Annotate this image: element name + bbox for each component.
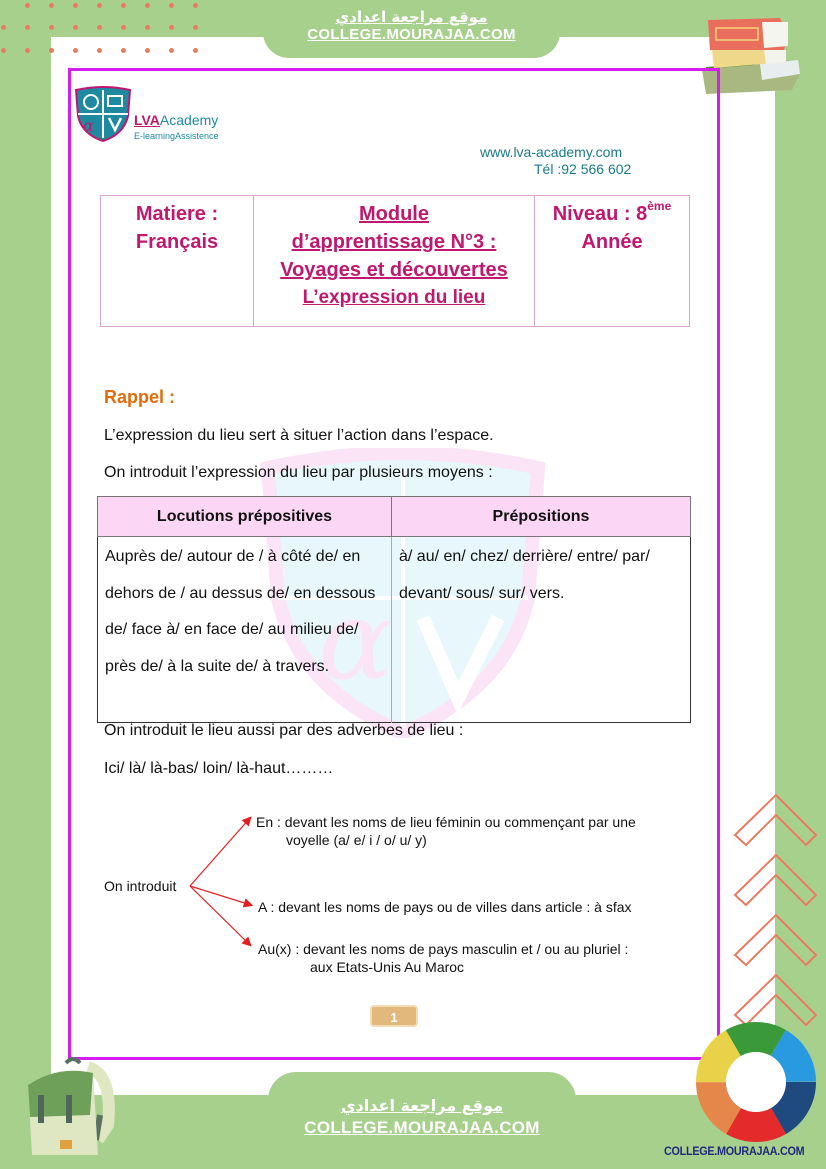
banner-arabic-text: موقع مراجعة اعدادي — [335, 8, 488, 26]
banner-arabic-text: موقع مراجعة اعدادي — [340, 1096, 504, 1115]
diagram-branch-a: A : devant les noms de pays ou de villes dans article : à sfax — [258, 899, 632, 915]
subjects-ring-logo-icon — [694, 1022, 820, 1142]
diagram-branch-en: En : devant les noms de lieu féminin ou commençant par une voyelle (a/ e/ i / o/ u/ y) — [256, 814, 636, 848]
corner-site-label: COLLEGE.MOURAJAA.COM — [664, 1144, 805, 1158]
module-title-line: Voyages et découvertes — [280, 259, 508, 281]
bottom-site-banner[interactable] — [268, 1072, 576, 1169]
column-header: Prépositions — [392, 497, 691, 537]
brand-name: LVAAcademy — [134, 112, 219, 128]
module-title-line: Module — [359, 203, 429, 225]
svg-text:α: α — [318, 576, 393, 704]
page-number: 1 — [370, 1005, 418, 1027]
level-label: Niveau : 8ème — [552, 199, 672, 225]
column-header: Locutions prépositives — [98, 497, 392, 537]
chevron-up-icon — [733, 790, 823, 1040]
adverbs-intro: On introduit le lieu aussi par des adverbes de lieu : — [104, 722, 464, 739]
diagram-root: On introduit — [104, 878, 177, 894]
backpack-icon — [18, 1055, 118, 1160]
banner-url-link[interactable]: COLLEGE.MOURAJAA.COM — [307, 26, 516, 43]
table-cell: Auprès de/ autour de / à côté de/ en dehors de / au dessus de/ en dessous de/ face à/ en face de/ au milieu de/ près de/ à la suite de/ à travers. — [98, 537, 392, 723]
intro-paragraph: L’expression du lieu sert à situer l’action dans l’espace. — [104, 427, 494, 444]
adverbs-list: Ici/ là/ là-bas/ loin/ là-haut……… — [104, 760, 334, 777]
subject-label: Matiere : — [135, 203, 219, 225]
level-value: Année — [581, 231, 643, 253]
section-title: Rappel : — [104, 387, 176, 407]
brand-tagline: E-learningAssistence — [134, 131, 219, 141]
phone-number: Tél :92 566 602 — [534, 161, 632, 177]
intro-paragraph: On introduit l’expression du lieu par plusieurs moyens : — [104, 464, 493, 481]
banner-url-link[interactable]: COLLEGE.MOURAJAA.COM — [304, 1118, 540, 1137]
svg-text:α: α — [83, 116, 94, 135]
module-title-line: d’apprentissage N°3 : — [291, 231, 497, 253]
website-link[interactable]: www.lva-academy.com — [480, 144, 623, 160]
diagram-branch-aux: Au(x) : devant les noms de pays masculin et / ou au pluriel : aux Etats-Unis Au Maroc — [258, 941, 629, 975]
lesson-title: L’expression du lieu — [302, 287, 486, 308]
subject-value: Français — [135, 231, 219, 253]
table-cell: à/ au/ en/ chez/ derrière/ entre/ par/ devant/ sous/ sur/ vers. — [399, 548, 650, 602]
